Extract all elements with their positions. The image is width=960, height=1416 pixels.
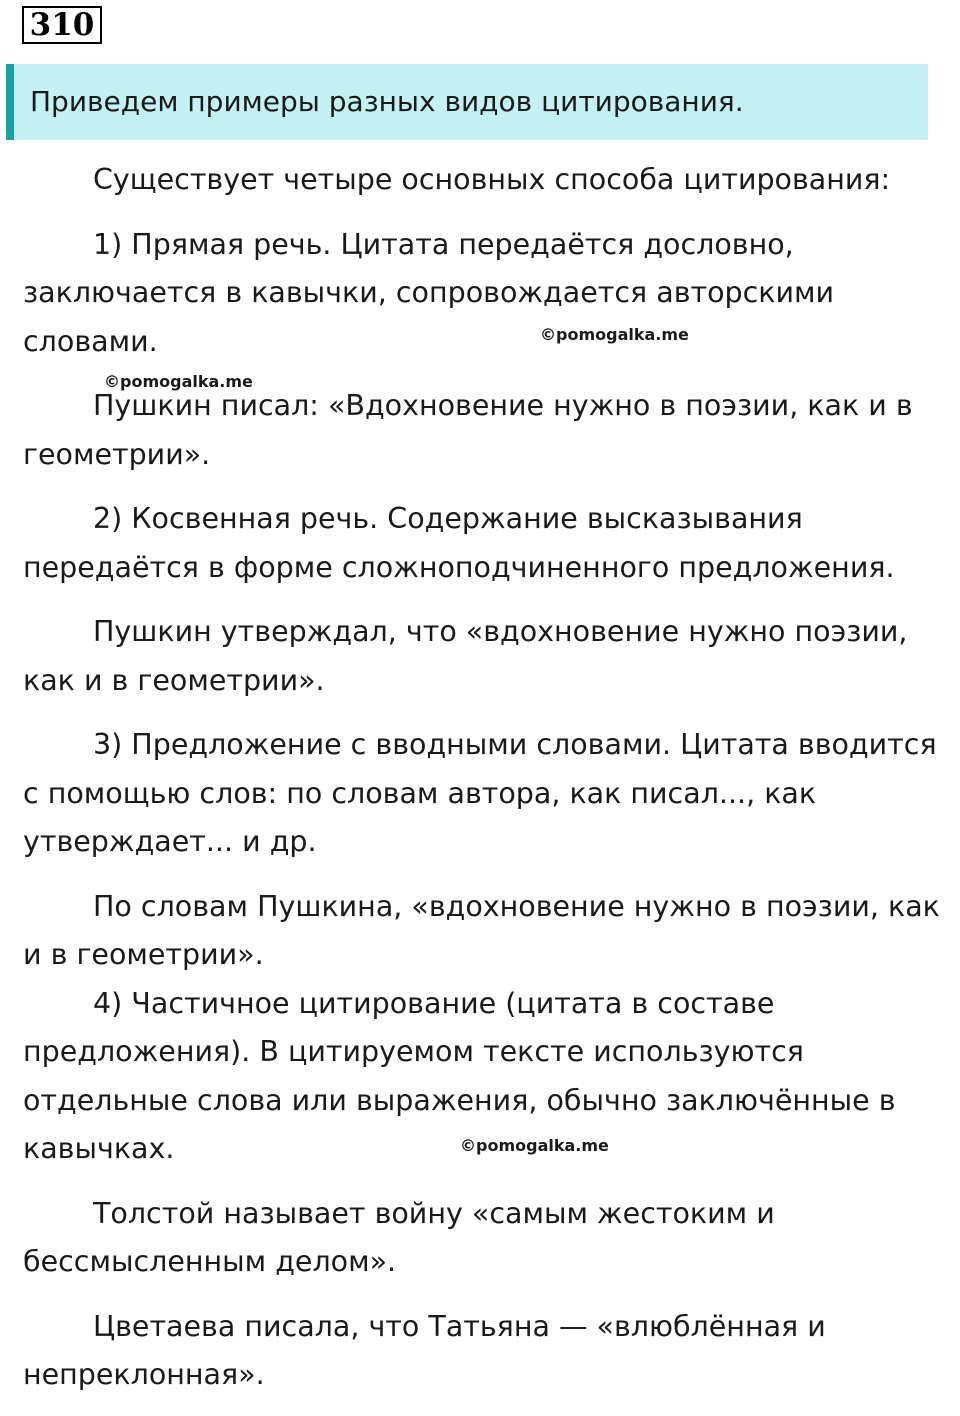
watermark: ©pomogalka.me [104, 372, 253, 391]
paragraph-tolstoy-example: Толстой называет войну «самым жестоким и бессмысленным делом». [23, 1196, 775, 1278]
paragraph-tsvetaeva-example: Цветаева писала, что Татьяна — «влюблённая и непреклонная». [23, 1309, 826, 1391]
answer-content [23, 156, 943, 1416]
paragraph-introductory-words-example: По словам Пушкина, «вдохновение нужно в поэзии, как и в геометрии». [23, 889, 940, 971]
paragraph-introductory-words: 3) Предложение с вводными словами. Цитата вводится с помощью слов: по словам автора, как писал..., как утверждает... и др. [23, 728, 937, 858]
task-header-text: Приведем примеры разных видов цитирования. [30, 85, 744, 118]
paragraph-intro: Существует четыре основных способа цитирования: [93, 163, 891, 196]
paragraph-indirect-speech-example: Пушкин утверждал, что «вдохновение нужно поэзии, как и в геометрии». [23, 615, 908, 697]
paragraph-direct-speech-example: Пушкин писал: «Вдохновение нужно в поэзии, как и в геометрии». [23, 389, 913, 471]
watermark: ©pomogalka.me [460, 1136, 609, 1155]
paragraph-direct-speech: 1) Прямая речь. Цитата передаётся дословно, заключается в кавычки, сопровождается авторскими словами. [23, 227, 835, 358]
paragraph-partial-quotation: 4) Частичное цитирование (цитата в составе предложения). В цитируемом тексте используются отдельные слова или выражения, обычно заключённые в кавычках. [23, 986, 896, 1165]
task-header-band [6, 64, 928, 140]
watermark: ©pomogalka.me [540, 325, 689, 344]
paragraph-indirect-speech: 2) Косвенная речь. Содержание высказывания передаётся в форме сложноподчиненного предложения. [23, 502, 895, 584]
task-number-box: 310 [22, 6, 102, 44]
